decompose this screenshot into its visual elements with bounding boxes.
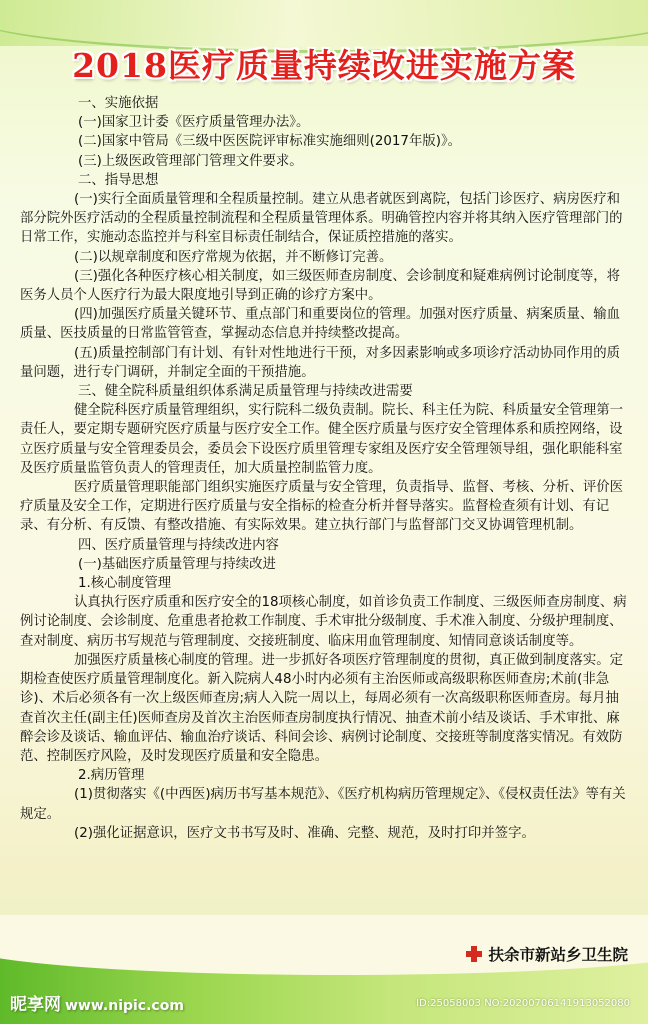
section-heading: (一)基础医疗质量管理与持续改进	[78, 556, 276, 572]
medical-cross-icon	[466, 946, 482, 962]
body-paragraph: 认真执行医疗质重和医疗安全的18项核心制度，如首诊负责工作制度、三级医师查房制度、病例讨论制度、会诊制度、危重患者抢救工作制度、手术审批分级制度、手术准入制度、分级护理制度、查对制度、病历书写规范与管理制度、交接班制度、临床用血管理制度、知情同意谈话制度等。	[20, 595, 627, 649]
body-paragraph: 加强医疗质量核心制度的管理。进一步抓好各项医疗管理制度的贯彻，真正做到制度落实。定期检查使医疗质量管理制度化。新入院病人48小时内必须有主治医师或高级职称医师查房;术前(非急诊)、术后必须各有一次上级医师查房;病人入院一周以上，每周必须有一次高级职称医师查房。每月抽查首次主任(副主任)医师查房及首次主治医师查房制度执行情况、抽查术前小结及谈话、手术审批、麻醉会诊及谈话、输血评估、输血治疗谈话、科间会诊、病例讨论制度、交接班等制度落实情况。有效防范、控制医疗风险，及时发现医疗质量和安全隐患。	[20, 652, 624, 764]
body-paragraph: (二)以规章制度和医疗常规为依据，并不断修订完善。	[74, 249, 393, 265]
hospital-signature	[466, 943, 628, 965]
body-paragraph: (2)强化证据意识，医疗文书书写及时、准确、完整、规范，及时打印并签字。	[74, 825, 535, 841]
section-heading: 三、健全院科质量组织体系满足质量管理与持续改进需要	[78, 384, 413, 400]
section-heading: (二)国家中管局《三级中医医院评审标准实施细则(2017年版)》。	[78, 134, 462, 150]
section-heading: 1.核心制度管理	[78, 576, 172, 592]
document-body	[20, 94, 630, 843]
body-paragraph: 健全院科医疗质量管理组织，实行院科二级负责制。院长、科主任为院、科质量安全管理第一责任人，要定期专题研究医疗质量与医疗安全工作。健全医疗质量与医疗安全管理体系和质控网络，设立医疗质量与安全管理委员会，委员会下设医疗质里管理专家组及医疗安全管理领导组，强化职能科室及医疗质量监管负责人的管理责任，加大质量控制监管力度。	[20, 403, 624, 476]
section-heading: 2.病历管理	[78, 768, 145, 784]
body-paragraph: (五)质量控制部门有计划、有针对性地进行干预，对多因素影响或多项诊疗活动协同作用的质量问题，进行专门调研，并制定全面的干预措施。	[20, 345, 621, 380]
body-paragraph: (四)加强医疗质量关键环节、重点部门和重要岗位的管理。加强对医疗质量、病案质量、输血质量、医技质量的日常监管管查，掌握动态信息并持续整改提高。	[20, 307, 621, 342]
section-heading: 四、医疗质量管理与持续改进内容	[78, 537, 279, 553]
page-title: 2018医疗质量持续改进实施方案	[72, 46, 576, 85]
section-heading: (一)国家卫计委《医疗质量管理办法》。	[78, 115, 310, 131]
watermark-id: ID:25058003 NO:20200706141913052080	[416, 998, 630, 1009]
section-heading: 一、实施依据	[78, 96, 159, 111]
section-heading: 二、指导思想	[78, 172, 159, 188]
section-heading: (三)上级医政管理部门管理文件要求。	[78, 153, 303, 169]
watermark-site-name: 昵享网	[10, 995, 61, 1015]
hospital-name: 扶余市新站乡卫生院	[488, 946, 628, 964]
body-paragraph: (一)实行全面质量管理和全程质量控制。建立从患者就医到离院，包括门诊医疗、病房医疗和部分院外医疗活动的全程质量控制流程和全程质量管理体系。明确管控内容并将其纳入医疗管理部门的日常工作，实施动态监控并与科室目标责任制结合，保证质控措施的落实。	[20, 192, 623, 246]
watermark-site	[10, 990, 184, 1015]
body-paragraph: (1)贯彻落实《(中西医)病历书写基本规范》、《医疗机构病历管理规定》、《侵权责任法》等有关规定。	[20, 787, 626, 822]
body-paragraph: (三)强化各种医疗核心相关制度，如三级医师查房制度、会诊制度和疑难病例讨论制度等，将医务人员个人医疗行为最大限度地引导到正确的诊疗方案中。	[20, 268, 621, 304]
body-paragraph: 医疗质量管理职能部门组织实施医疗质量与安全管理，负责指导、监督、考核、分析、评价医疗质量及安全工作，定期进行医疗质量与安全指标的检查分析并督导落实。监督检查须有计划、有记录、有分析、有反馈、有整改措施、有实际效果。建立执行部门与监督部门交叉协调管理机制。	[20, 480, 624, 534]
watermark-url: www.nipic.com	[65, 998, 184, 1014]
